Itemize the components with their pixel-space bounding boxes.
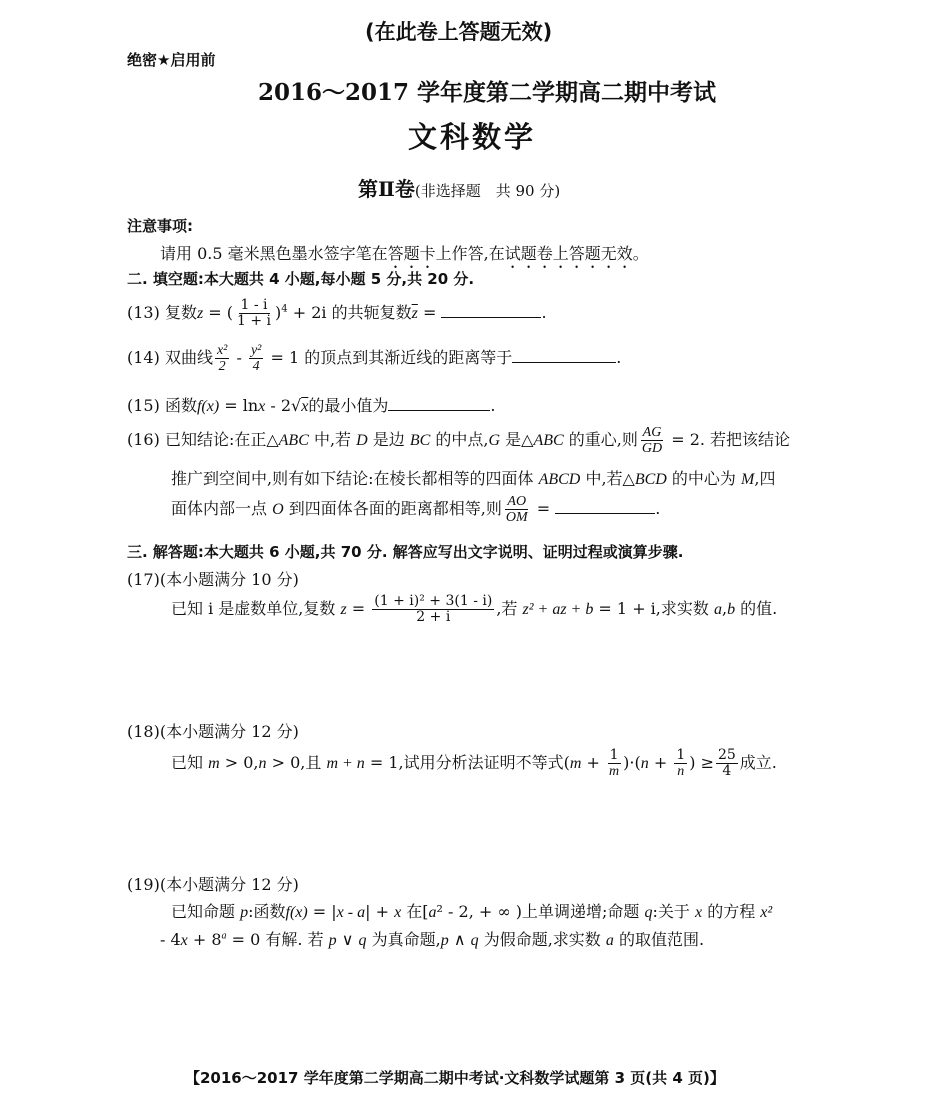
q16-l1-e: 的中点, [430,430,489,449]
q17-c: z² + az + b [522,601,594,618]
q17-b: ,若 [496,599,523,618]
q18-e: > 0,且 [266,753,327,772]
q17-fraction [372,594,494,625]
q19-l2-g: 为假命题,求实数 [478,930,606,949]
q15-pre: 函数 [164,396,197,415]
q14-frac-y-num: y² [250,343,262,358]
q18-k: n [640,755,649,772]
q19-l1-i: ² - 2, + ∞ )上单调递增;命题 [436,902,645,921]
q19-l2-e: 为真命题, [366,930,441,949]
q18-f: m + n [326,755,365,772]
q13-fraction [235,298,273,329]
q13-z: z [196,305,204,322]
q14-fraction-x [215,343,229,374]
q19-l2-c: = 0 有解. 若 [226,930,329,949]
notes-invalid: 试题卷上答题无效 [504,244,633,263]
q16-m: M [741,471,755,488]
q19-l2-p: p [328,932,337,949]
confidential-label: 绝密★启用前 [127,51,216,69]
q16-l2-c: 的中心为 [666,469,742,488]
question-14 [127,343,621,374]
q14-fraction-y [249,343,263,374]
q19-l2-q: q [358,932,367,949]
q16-l2-d: ,四 [754,469,776,488]
q19-number: (19) [127,875,160,894]
q18-c: > 0, [219,753,259,772]
q18-frac1-den: m [609,764,620,779]
page-footer: 【2016～2017 学年度第二学期高二期中考试·文科数学试题第 3 页(共 4 页)】 [185,1069,725,1087]
question-16-line-3 [171,494,660,525]
q17-e: a [713,601,722,618]
q19-x3: x² [760,904,773,921]
q13-eq2: = [417,303,442,322]
q16-l1-a: 已知结论:在正△ [164,430,279,449]
q19-l1-k: 的方程 [702,902,761,921]
q16-answer-blank [555,497,655,514]
q16-g: G [488,432,501,449]
q16-l2-b: 中,若△ [580,469,635,488]
q13-eq1: = ( [203,303,234,322]
q14-frac-y-den: 4 [252,359,260,374]
q19-l1-e: | + [365,902,395,921]
question-16-line-2 [171,466,775,489]
q15-mid2: - 2√ [265,396,302,415]
q16-frac2-den: OM [505,510,528,525]
q19-l2-a3: a [605,932,614,949]
q13-post2: + 2i 的共轭复数 [287,303,412,322]
q19-x2: x [695,904,703,921]
q19-a: a [428,904,437,921]
notes-text-c: 上作答,在 [435,244,505,263]
q19-l2-a: - 4 [160,930,181,949]
q17-score: (本小题满分 10 分) [159,570,299,589]
q16-d: D [356,432,368,449]
q18-frac-25-4 [716,748,738,779]
q16-frac2-num: AO [507,494,527,509]
q18-d: n [258,755,267,772]
q13-zbar: $\overline{z}$ [411,305,418,322]
q16-number: (16) [127,430,160,449]
q18-number: (18) [127,722,160,741]
question-15 [127,393,495,416]
q19-q: q [644,904,653,921]
part-title: 第Ⅱ卷 [358,177,415,201]
q15-answer-blank [388,394,490,411]
question-13 [127,298,547,329]
q19-l2-h: 的取值范围. [613,930,705,949]
q16-l1-i: = 2. 若把该结论 [666,430,791,449]
q16-frac1-den: GD [641,441,663,456]
q16-l3-b: 到四面体各面的距离都相等,则 [283,499,502,518]
q19-p: p [240,904,249,921]
q19-l1-g: 在[ [401,902,429,921]
q13-power: 4 [281,303,288,315]
q19-score: (本小题满分 12 分) [159,875,299,894]
q18-g: = 1,试用分析法证明不等式( [364,753,570,772]
q17-header [127,567,299,590]
q16-bcd: BCD [634,471,667,488]
q15-post: 的最小值为 [308,396,389,415]
subject-title: 文科数学 [408,120,537,154]
q16-frac-ag-gd [640,425,664,456]
q17-z: z [340,601,347,618]
q16-l1-f: 是△ [500,430,534,449]
q16-o: O [272,501,284,518]
q14-frac-x-num: x² [216,343,228,358]
q17-frac-den: 2 + i [416,609,451,625]
q16-l1-c: 是边 [367,430,410,449]
q16-end: . [655,499,661,518]
q18-frac2-den: n [677,764,685,779]
q16-frac-ao-om [504,494,530,525]
q13-pre: 复数 [164,303,197,322]
notes-heading: 注意事项: [127,217,193,235]
q18-body [171,748,777,779]
q14-number: (14) [127,348,160,367]
q18-l: + [648,753,673,772]
q15-end: . [490,396,496,415]
q17-d: = 1 + i,求实数 [593,599,714,618]
notes-text-a: 请用 0.5 毫米黑色墨水签字笔在 [160,244,388,263]
q17-eq: = [346,599,371,618]
q18-frac2-num: 1 [676,747,686,763]
q19-l1-d: x - a [336,904,366,921]
q18-score: (本小题满分 12 分) [159,722,299,741]
q19-l2-f: ∧ [448,930,471,949]
q15-mid: = ln [219,396,259,415]
q19-l2-exp: a [221,930,227,942]
q16-l1-h: 的重心,则 [563,430,638,449]
q16-l1-b: 中,若 [308,430,357,449]
exam-title: 2016～2017 学年度第二学期高二期中考试 [258,79,717,106]
q17-h: 的值. [735,599,778,618]
q19-l2-x: x [180,932,188,949]
invalid-notice: (在此卷上答题无效) [365,20,553,44]
question-16-line-1 [127,425,790,456]
q18-header [127,719,299,742]
q14-frac-x-den: 2 [218,359,226,374]
q15-x2: x [301,398,309,415]
q16-l3-c: = [531,499,556,518]
notes-text-e: 。 [632,244,649,263]
q17-a: 已知 i 是虚数单位,复数 [171,599,341,618]
q16-abcd: ABCD [538,471,581,488]
q16-l3: 面体内部一点 [171,499,273,518]
q19-x: x [394,904,402,921]
part-subtitle: (非选择题 共 90 分) [414,182,561,200]
q17-g: b [727,601,736,618]
q19-l2-b: + 8 [187,930,222,949]
q17-frac-num: (1 + i)² + 3(1 - i) [374,593,493,609]
q15-f: f(x) [196,398,220,415]
q19-f: f(x) [285,904,308,921]
q18-b: m [208,755,220,772]
q19-l1-a: 已知命题 [171,902,241,921]
q19-l2-q2: q [470,932,479,949]
q13-answer-blank [441,301,541,318]
q19-l1-c: = | [307,902,337,921]
q13-end: . [541,303,547,322]
q17-body [171,594,777,625]
notes-answer-card: 答题卡 [387,244,436,263]
q15-x1: x [258,398,266,415]
q15-number: (15) [127,396,160,415]
q14-end: . [616,348,622,367]
q17-f: , [721,599,728,618]
q19-line-2 [160,927,704,950]
q19-l2-p2: p [440,932,449,949]
q18-a: 已知 [171,753,209,772]
q13-post1: ) [275,303,282,322]
part-heading [358,173,560,202]
q19-l2-d: ∨ [336,930,359,949]
q19-line-1 [171,899,772,922]
q14-pre: 双曲线 [164,348,213,367]
q16-bc: BC [409,432,431,449]
q19-l1-j: :关于 [652,902,695,921]
q16-l2: 推广到空间中,则有如下结论:在棱长都相等的四面体 [171,469,539,488]
q16-abc: ABC [278,432,309,449]
q13-frac-num: 1 - i [240,297,268,313]
q17-number: (17) [127,570,160,589]
q18-j: )·( [623,753,641,772]
q18-frac-1m [607,748,621,779]
q18-n: 成立. [739,753,777,772]
q18-frac3-num: 25 [717,747,736,763]
q14-minus: - [231,348,247,367]
q18-frac1-num: 1 [609,747,619,763]
q14-post: = 1 的顶点到其渐近线的距离等于 [265,348,513,367]
q18-h: m [569,755,582,772]
section3-heading: 三. 解答题:本大题共 6 小题,共 70 分. 解答应写出文字说明、证明过程或演算步骤. [127,543,684,561]
q16-abc2: ABC [533,432,564,449]
q18-frac3-den: 4 [722,763,732,779]
q13-number: (13) [127,303,160,322]
q19-l1-b: :函数 [248,902,286,921]
section2-heading: 二. 填空题:本大题共 4 小题,每小题 5 分,共 20 分. [127,270,475,288]
q14-answer-blank [512,346,616,363]
q18-frac-1n [674,748,687,779]
q16-frac1-num: AG [642,425,662,440]
q18-m: ) ≥ [689,753,714,772]
q18-i: + [581,753,606,772]
q13-frac-den: 1 + i [237,313,272,329]
q19-header [127,872,299,895]
